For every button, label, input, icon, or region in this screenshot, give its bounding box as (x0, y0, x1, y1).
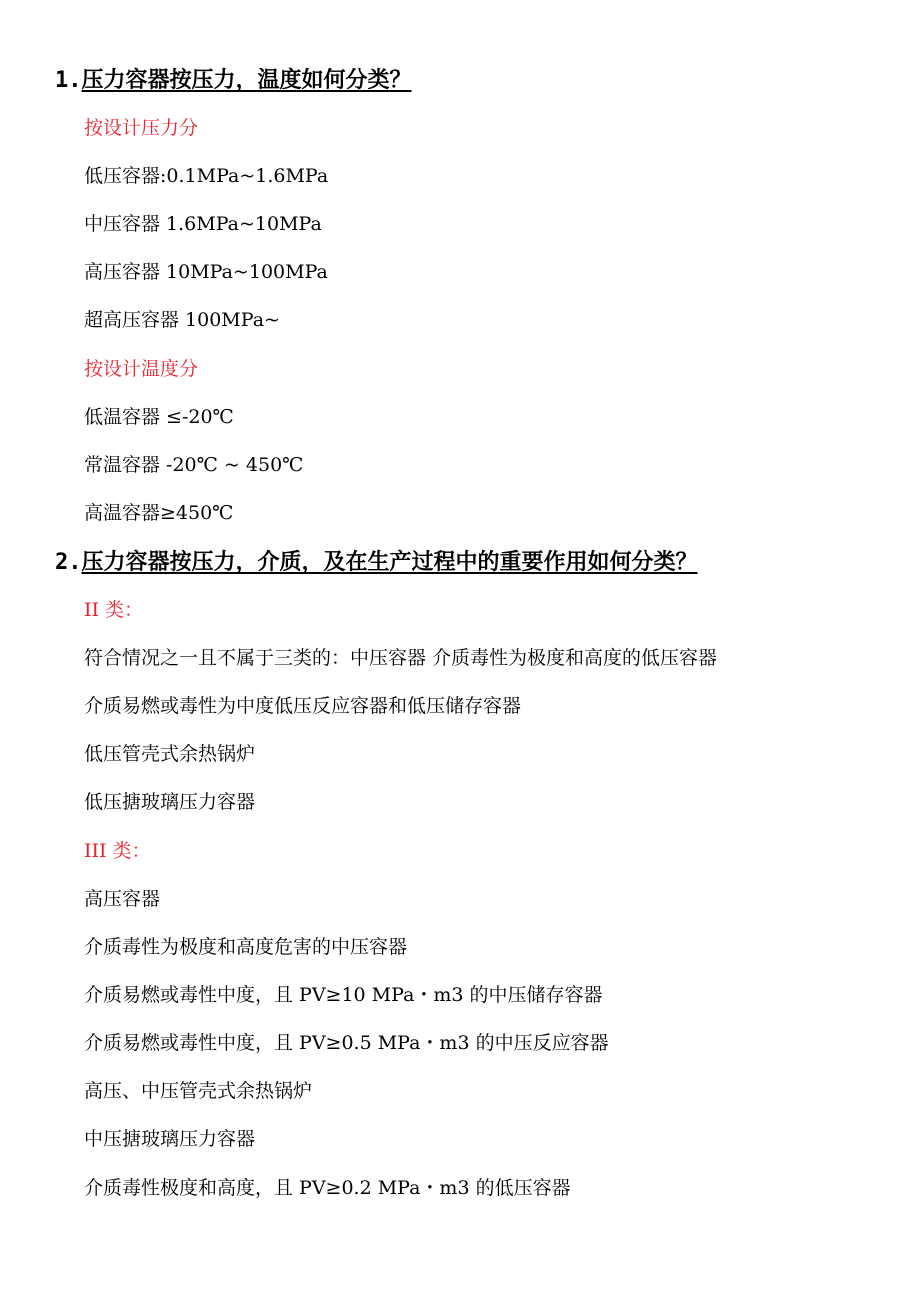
temperature-item-normal: 常温容器 -20℃ ~ 450℃ (84, 454, 304, 476)
class-3-item: 高压容器 (84, 888, 161, 910)
section-1-number: 1. (55, 68, 82, 93)
section-2-heading (55, 548, 698, 578)
class-2-item: 低压搪玻璃压力容器 (84, 791, 256, 813)
section-2-title: 压力容器按压力，介质，及在生产过程中的重要作用如何分类？ (81, 550, 698, 575)
class-3-item: 介质易燃或毒性中度，且 PV≥0.5 MPa・m3 的中压反应容器 (84, 1032, 609, 1054)
section-1-title: 压力容器按压力，温度如何分类？ (81, 68, 412, 93)
temperature-item-high: 高温容器≥450℃ (84, 502, 234, 524)
class-3-item: 高压、中压管壳式余热锅炉 (84, 1080, 313, 1102)
class-3-item: 中压搪玻璃压力容器 (84, 1128, 256, 1150)
class-3-item: 介质毒性极度和高度，且 PV≥0.2 MPa・m3 的低压容器 (84, 1177, 571, 1199)
pressure-item-low: 低压容器:0.1MPa~1.6MPa (84, 165, 329, 187)
class-3-heading: III 类： (84, 840, 151, 862)
class-3-item: 介质毒性为极度和高度危害的中压容器 (84, 936, 408, 958)
pressure-classification-heading: 按设计压力分 (84, 117, 199, 139)
temperature-item-low: 低温容器 ≤-20℃ (84, 406, 234, 428)
temperature-classification-heading: 按设计温度分 (84, 358, 199, 380)
class-2-heading: II 类： (84, 599, 144, 621)
class-2-item: 介质易燃或毒性为中度低压反应容器和低压储存容器 (84, 695, 522, 717)
class-2-item: 低压管壳式余热锅炉 (84, 743, 256, 765)
pressure-item-ultra-high: 超高压容器 100MPa~ (84, 309, 280, 331)
section-1-heading (55, 66, 412, 96)
class-3-item: 介质易燃或毒性中度，且 PV≥10 MPa・m3 的中压储存容器 (84, 984, 603, 1006)
pressure-item-medium: 中压容器 1.6MPa~10MPa (84, 213, 322, 235)
section-2-number: 2. (55, 550, 82, 575)
class-2-item: 符合情况之一且不属于三类的：中压容器 介质毒性为极度和高度的低压容器 (84, 647, 718, 669)
pressure-item-high: 高压容器 10MPa~100MPa (84, 261, 328, 283)
